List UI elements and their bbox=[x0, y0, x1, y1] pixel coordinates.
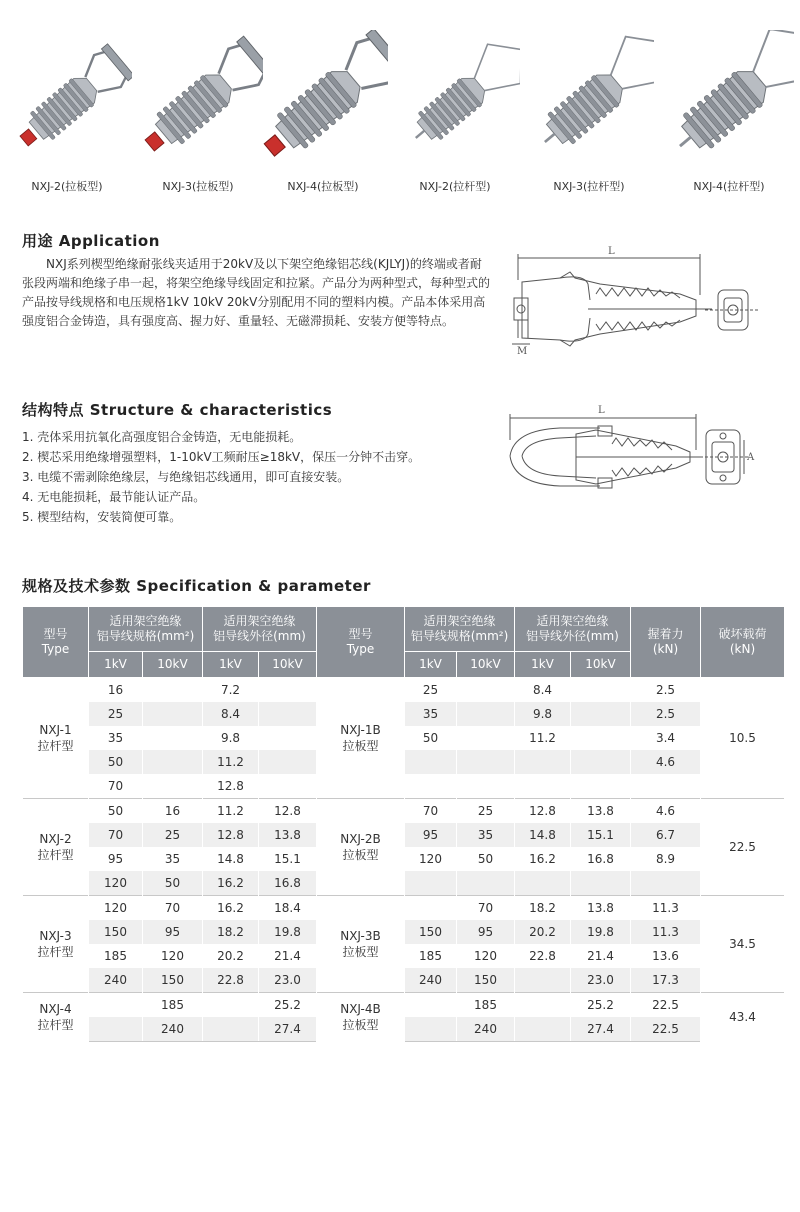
value-cell bbox=[571, 774, 631, 799]
value-cell: 35 bbox=[143, 847, 203, 871]
header-type: 型号 Type bbox=[317, 607, 405, 678]
value-cell: 12.8 bbox=[515, 799, 571, 824]
value-cell bbox=[143, 774, 203, 799]
value-cell bbox=[457, 678, 515, 703]
value-cell bbox=[143, 678, 203, 703]
value-cell bbox=[89, 993, 143, 1018]
value-cell: 150 bbox=[457, 968, 515, 993]
value-cell: 23.0 bbox=[259, 968, 317, 993]
product-caption: NXJ-3(拉板型) bbox=[162, 180, 234, 193]
value-cell: 16.2 bbox=[203, 896, 259, 921]
value-cell: 185 bbox=[143, 993, 203, 1018]
value-cell bbox=[571, 678, 631, 703]
value-cell bbox=[405, 993, 457, 1018]
value-cell: 120 bbox=[457, 944, 515, 968]
plate-type-dimension-drawing bbox=[500, 240, 770, 360]
header-type: 型号 Type bbox=[23, 607, 89, 678]
breaking-load-cell: 43.4 bbox=[701, 993, 785, 1042]
product-caption: NXJ-4(拉板型) bbox=[287, 180, 359, 193]
value-cell bbox=[457, 702, 515, 726]
product-caption: NXJ-4(拉杆型) bbox=[693, 180, 765, 193]
value-cell bbox=[203, 1017, 259, 1042]
type-cell: NXJ-2B 拉板型 bbox=[317, 799, 405, 896]
type-cell: NXJ-4 拉杆型 bbox=[23, 993, 89, 1042]
value-cell: 95 bbox=[89, 847, 143, 871]
grip-cell bbox=[631, 774, 701, 799]
value-cell: 12.8 bbox=[203, 823, 259, 847]
value-cell bbox=[259, 702, 317, 726]
value-cell: 35 bbox=[457, 823, 515, 847]
value-cell: 240 bbox=[143, 1017, 203, 1042]
value-cell: 21.4 bbox=[259, 944, 317, 968]
structure-list bbox=[22, 427, 492, 527]
value-cell: 50 bbox=[143, 871, 203, 896]
grip-cell: 13.6 bbox=[631, 944, 701, 968]
type-cell: NXJ-1 拉杆型 bbox=[23, 678, 89, 799]
value-cell: 35 bbox=[405, 702, 457, 726]
product-gallery bbox=[0, 30, 800, 200]
value-cell bbox=[405, 896, 457, 921]
value-cell: 185 bbox=[89, 944, 143, 968]
value-cell: 11.2 bbox=[515, 726, 571, 750]
value-cell bbox=[89, 1017, 143, 1042]
grip-cell: 6.7 bbox=[631, 823, 701, 847]
value-cell: 150 bbox=[143, 968, 203, 993]
header-1kv: 1kV bbox=[405, 652, 457, 678]
product-caption: NXJ-2(拉杆型) bbox=[419, 180, 491, 193]
value-cell: 25.2 bbox=[259, 993, 317, 1018]
product-nxj2-rod bbox=[390, 30, 520, 200]
breaking-load-cell: 10.5 bbox=[701, 678, 785, 799]
value-cell: 21.4 bbox=[571, 944, 631, 968]
header-1kv: 1kV bbox=[203, 652, 259, 678]
value-cell: 16.2 bbox=[515, 847, 571, 871]
rod-type-dimension-drawing bbox=[500, 400, 770, 510]
value-cell: 13.8 bbox=[259, 823, 317, 847]
value-cell: 240 bbox=[89, 968, 143, 993]
value-cell: 70 bbox=[405, 799, 457, 824]
nxj2-plate-clamp-image bbox=[2, 30, 132, 170]
value-cell: 95 bbox=[457, 920, 515, 944]
list-item: 4. 无电能损耗，最节能认证产品。 bbox=[22, 490, 206, 504]
value-cell: 150 bbox=[89, 920, 143, 944]
value-cell: 11.2 bbox=[203, 799, 259, 824]
value-cell: 25 bbox=[143, 823, 203, 847]
breaking-load-cell: 34.5 bbox=[701, 896, 785, 993]
value-cell bbox=[203, 993, 259, 1018]
value-cell: 25.2 bbox=[571, 993, 631, 1018]
value-cell: 240 bbox=[405, 968, 457, 993]
value-cell bbox=[515, 968, 571, 993]
product-nxj2-plate bbox=[2, 30, 132, 200]
value-cell bbox=[515, 1017, 571, 1042]
nxj3-rod-clamp-image bbox=[524, 30, 654, 170]
type-cell: NXJ-4B 拉板型 bbox=[317, 993, 405, 1042]
value-cell bbox=[143, 750, 203, 774]
value-cell: 20.2 bbox=[515, 920, 571, 944]
value-cell: 185 bbox=[405, 944, 457, 968]
value-cell: 95 bbox=[143, 920, 203, 944]
value-cell: 13.8 bbox=[571, 896, 631, 921]
grip-cell: 22.5 bbox=[631, 1017, 701, 1042]
value-cell: 8.4 bbox=[203, 702, 259, 726]
dimension-label-A: A bbox=[747, 452, 755, 463]
spec-table bbox=[22, 606, 785, 1042]
value-cell: 11.2 bbox=[203, 750, 259, 774]
product-nxj3-rod bbox=[524, 30, 654, 200]
value-cell: 22.8 bbox=[515, 944, 571, 968]
type-cell: NXJ-1B 拉板型 bbox=[317, 678, 405, 799]
list-item: 3. 电缆不需剥除绝缘层，与绝缘铝芯线通用，即可直接安装。 bbox=[22, 470, 350, 484]
value-cell: 120 bbox=[143, 944, 203, 968]
value-cell: 18.2 bbox=[515, 896, 571, 921]
dimension-label-M: M bbox=[517, 346, 528, 357]
value-cell: 19.8 bbox=[259, 920, 317, 944]
header-spec: 适用架空绝缘 铝导线规格(mm²) bbox=[89, 607, 203, 652]
value-cell: 150 bbox=[405, 920, 457, 944]
value-cell: 14.8 bbox=[515, 823, 571, 847]
value-cell bbox=[515, 871, 571, 896]
value-cell: 15.1 bbox=[259, 847, 317, 871]
value-cell: 9.8 bbox=[203, 726, 259, 750]
grip-cell: 8.9 bbox=[631, 847, 701, 871]
value-cell bbox=[259, 726, 317, 750]
type-cell: NXJ-3 拉杆型 bbox=[23, 896, 89, 993]
grip-cell: 3.4 bbox=[631, 726, 701, 750]
value-cell: 50 bbox=[405, 726, 457, 750]
value-cell bbox=[259, 750, 317, 774]
value-cell: 18.2 bbox=[203, 920, 259, 944]
grip-cell: 11.3 bbox=[631, 920, 701, 944]
value-cell: 50 bbox=[89, 799, 143, 824]
value-cell: 185 bbox=[457, 993, 515, 1018]
value-cell: 15.1 bbox=[571, 823, 631, 847]
header-spec: 适用架空绝缘 铝导线规格(mm²) bbox=[405, 607, 515, 652]
value-cell: 16.8 bbox=[571, 847, 631, 871]
value-cell bbox=[259, 678, 317, 703]
value-cell: 120 bbox=[89, 896, 143, 921]
application-text: NXJ系列楔型绝缘耐张线夹适用于20kV及以下架空绝缘铝芯线(KJLYJ)的终端或者耐张段两端和绝缘子串一起，将架空绝缘导线固定和拉紧。产品分为两种型式，每种型式的产品按导线规格和电压规格1kV 10kV 20kV分别配用不同的塑料内模。产品本体采用高强度铝合金铸造，具有强度高、握力好、重量轻、无磁滞损耗、安装方便等特点。 bbox=[22, 257, 491, 328]
table-row bbox=[23, 993, 785, 1018]
value-cell bbox=[143, 702, 203, 726]
value-cell bbox=[571, 871, 631, 896]
value-cell: 23.0 bbox=[571, 968, 631, 993]
value-cell bbox=[457, 726, 515, 750]
value-cell bbox=[457, 774, 515, 799]
value-cell bbox=[515, 750, 571, 774]
grip-cell: 22.5 bbox=[631, 993, 701, 1018]
value-cell bbox=[571, 702, 631, 726]
value-cell: 27.4 bbox=[571, 1017, 631, 1042]
nxj3-plate-clamp-image bbox=[133, 30, 263, 170]
grip-cell: 2.5 bbox=[631, 702, 701, 726]
value-cell: 120 bbox=[89, 871, 143, 896]
value-cell: 25 bbox=[405, 678, 457, 703]
value-cell: 7.2 bbox=[203, 678, 259, 703]
grip-cell: 17.3 bbox=[631, 968, 701, 993]
list-item: 5. 楔型结构，安装简便可靠。 bbox=[22, 510, 182, 524]
grip-cell: 4.6 bbox=[631, 799, 701, 824]
table-row bbox=[23, 896, 785, 921]
value-cell: 95 bbox=[405, 823, 457, 847]
dimension-label-L: L bbox=[598, 405, 605, 416]
header-1kv: 1kV bbox=[89, 652, 143, 678]
product-nxj4-rod bbox=[664, 30, 794, 200]
value-cell: 70 bbox=[89, 823, 143, 847]
value-cell: 12.8 bbox=[203, 774, 259, 799]
value-cell bbox=[515, 993, 571, 1018]
grip-cell: 4.6 bbox=[631, 750, 701, 774]
grip-cell: 2.5 bbox=[631, 678, 701, 703]
value-cell: 18.4 bbox=[259, 896, 317, 921]
header-grip: 握着力 (kN) bbox=[631, 607, 701, 678]
spec-table-body bbox=[23, 678, 785, 1042]
nxj2-rod-clamp-image bbox=[390, 30, 520, 170]
list-item: 1. 壳体采用抗氧化高强度铝合金铸造，无电能损耗。 bbox=[22, 430, 302, 444]
value-cell: 8.4 bbox=[515, 678, 571, 703]
header-od: 适用架空绝缘 铝导线外径(mm) bbox=[203, 607, 317, 652]
value-cell: 27.4 bbox=[259, 1017, 317, 1042]
dimension-label-L: L bbox=[608, 246, 615, 257]
header-breaking-load: 破坏载荷 (kN) bbox=[701, 607, 785, 678]
value-cell bbox=[405, 774, 457, 799]
value-cell: 25 bbox=[457, 799, 515, 824]
product-nxj3-plate bbox=[133, 30, 263, 200]
value-cell: 20.2 bbox=[203, 944, 259, 968]
value-cell: 12.8 bbox=[259, 799, 317, 824]
value-cell bbox=[457, 750, 515, 774]
list-item: 2. 楔芯采用绝缘增强塑料，1-10kV工频耐压≥18kV，保压一分钟不击穿。 bbox=[22, 450, 421, 464]
value-cell bbox=[405, 871, 457, 896]
value-cell: 50 bbox=[89, 750, 143, 774]
value-cell: 19.8 bbox=[571, 920, 631, 944]
header-1kv: 1kV bbox=[515, 652, 571, 678]
value-cell bbox=[405, 1017, 457, 1042]
header-10kv: 10kV bbox=[143, 652, 203, 678]
header-10kv: 10kV bbox=[571, 652, 631, 678]
value-cell bbox=[457, 871, 515, 896]
structure-title: 结构特点 Structure & characteristics bbox=[22, 401, 333, 419]
header-10kv: 10kV bbox=[457, 652, 515, 678]
value-cell: 14.8 bbox=[203, 847, 259, 871]
header-10kv: 10kV bbox=[259, 652, 317, 678]
type-cell: NXJ-2 拉杆型 bbox=[23, 799, 89, 896]
grip-cell bbox=[631, 871, 701, 896]
product-nxj4-plate bbox=[258, 30, 388, 200]
value-cell: 16 bbox=[143, 799, 203, 824]
value-cell: 120 bbox=[405, 847, 457, 871]
value-cell: 70 bbox=[89, 774, 143, 799]
table-row bbox=[23, 678, 785, 703]
value-cell bbox=[405, 750, 457, 774]
value-cell: 13.8 bbox=[571, 799, 631, 824]
value-cell: 25 bbox=[89, 702, 143, 726]
nxj4-rod-clamp-image bbox=[664, 30, 794, 170]
breaking-load-cell: 22.5 bbox=[701, 799, 785, 896]
value-cell bbox=[571, 726, 631, 750]
application-title: 用途 Application bbox=[22, 232, 160, 250]
product-caption: NXJ-2(拉板型) bbox=[31, 180, 103, 193]
value-cell: 16.8 bbox=[259, 871, 317, 896]
value-cell: 70 bbox=[143, 896, 203, 921]
header-od: 适用架空绝缘 铝导线外径(mm) bbox=[515, 607, 631, 652]
value-cell bbox=[515, 774, 571, 799]
value-cell bbox=[571, 750, 631, 774]
nxj4-plate-clamp-image bbox=[258, 30, 388, 170]
table-row bbox=[23, 799, 785, 824]
value-cell: 16.2 bbox=[203, 871, 259, 896]
value-cell bbox=[143, 726, 203, 750]
grip-cell: 11.3 bbox=[631, 896, 701, 921]
product-caption: NXJ-3(拉杆型) bbox=[553, 180, 625, 193]
value-cell: 50 bbox=[457, 847, 515, 871]
type-cell: NXJ-3B 拉板型 bbox=[317, 896, 405, 993]
value-cell: 9.8 bbox=[515, 702, 571, 726]
spec-title: 规格及技术参数 Specification & parameter bbox=[22, 577, 371, 595]
value-cell: 240 bbox=[457, 1017, 515, 1042]
value-cell bbox=[259, 774, 317, 799]
value-cell: 35 bbox=[89, 726, 143, 750]
value-cell: 22.8 bbox=[203, 968, 259, 993]
value-cell: 16 bbox=[89, 678, 143, 703]
value-cell: 70 bbox=[457, 896, 515, 921]
